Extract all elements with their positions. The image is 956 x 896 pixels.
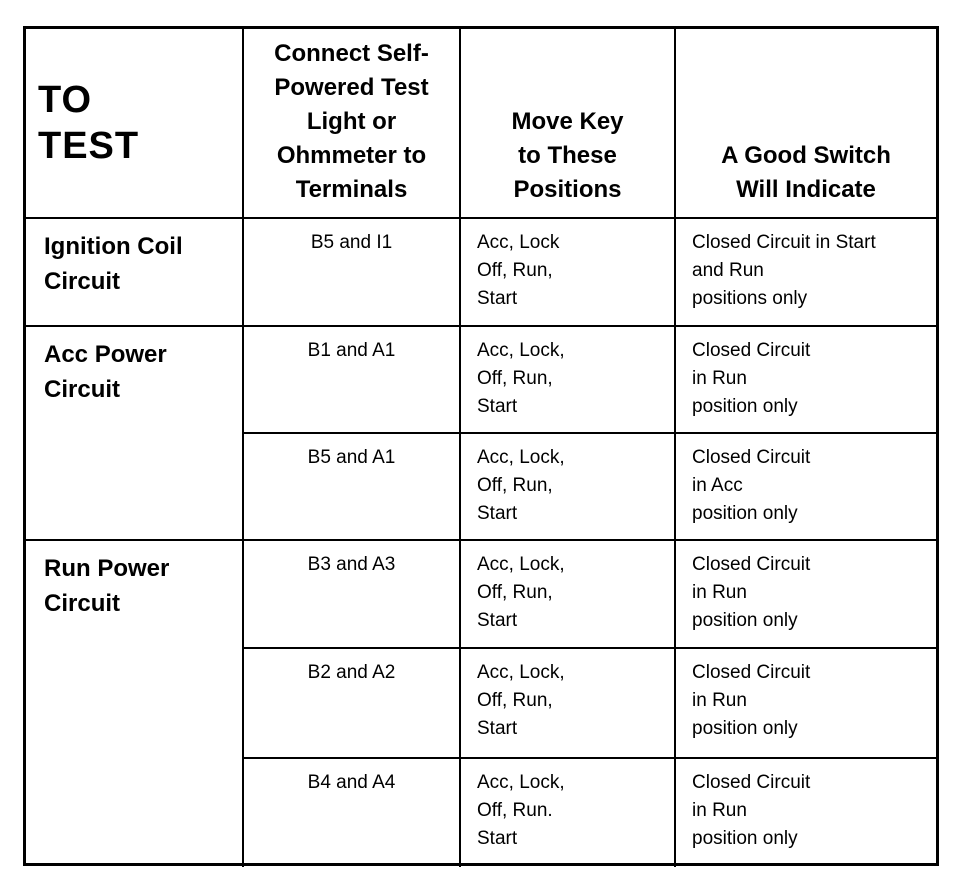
header-connect: [244, 29, 461, 219]
indicates-cell: [676, 434, 936, 541]
test-name-line: Circuit: [44, 590, 121, 617]
indicates-line: in Run: [692, 690, 747, 711]
indicates-line: in Run: [692, 368, 747, 389]
positions-line: Off, Run,: [477, 582, 553, 603]
indicates-line: position only: [692, 503, 798, 524]
test-run-power: [26, 541, 244, 867]
positions-line: Acc, Lock,: [477, 447, 565, 468]
header-move-line: to These: [518, 142, 617, 169]
header-indicate-line: A Good Switch: [721, 142, 891, 169]
indicates-line: Closed Circuit: [692, 447, 811, 468]
indicates-cell: [676, 649, 936, 759]
indicates-cell: [676, 219, 936, 327]
indicates-line: in Acc: [692, 475, 743, 496]
indicates-line: position only: [692, 828, 798, 849]
header-move-line: Move Key: [511, 108, 624, 135]
indicates-line: position only: [692, 718, 798, 739]
test-name-line: Circuit: [44, 376, 121, 403]
positions-line: Off, Run.: [477, 800, 553, 821]
test-name-line: Acc Power: [44, 341, 167, 368]
positions-line: Off, Run,: [477, 260, 553, 281]
positions-line: Start: [477, 718, 518, 739]
terminals-cell: B3 and A3: [244, 541, 461, 649]
header-connect-line: Powered Test: [274, 74, 429, 101]
indicates-cell: [676, 541, 936, 649]
indicates-line: Closed Circuit: [692, 662, 811, 683]
positions-line: Start: [477, 288, 518, 309]
positions-line: Acc, Lock,: [477, 554, 565, 575]
indicates-line: position only: [692, 610, 798, 631]
positions-cell: [461, 327, 676, 434]
header-move-key: [461, 29, 676, 219]
positions-cell: [461, 219, 676, 327]
indicates-line: in Run: [692, 800, 747, 821]
header-connect-line: Light or: [306, 108, 397, 135]
positions-line: Start: [477, 828, 518, 849]
positions-line: Acc, Lock,: [477, 662, 565, 683]
positions-cell: [461, 759, 676, 867]
header-connect-line: Ohmmeter to: [276, 142, 427, 169]
positions-line: Start: [477, 503, 518, 524]
indicates-line: Closed Circuit: [692, 772, 811, 793]
positions-cell: [461, 434, 676, 541]
header-indicate-line: Will Indicate: [736, 176, 876, 203]
test-ignition-coil: [26, 219, 244, 327]
terminals-cell: B5 and I1: [244, 219, 461, 327]
header-connect-line: Terminals: [295, 176, 408, 203]
indicates-line: in Run: [692, 582, 747, 603]
terminals-cell: B2 and A2: [244, 649, 461, 759]
positions-line: Acc, Lock,: [477, 340, 565, 361]
switch-test-table: [23, 26, 939, 866]
indicates-cell: [676, 327, 936, 434]
header-move-line: Positions: [513, 176, 622, 203]
positions-cell: [461, 541, 676, 649]
indicates-cell: [676, 759, 936, 867]
positions-line: Start: [477, 610, 518, 631]
test-name-line: Circuit: [44, 268, 121, 295]
test-name-line: Ignition Coil: [44, 233, 183, 260]
positions-line: Off, Run,: [477, 690, 553, 711]
indicates-line: Closed Circuit in Start: [692, 232, 876, 253]
positions-line: Acc, Lock,: [477, 772, 565, 793]
test-acc-power: [26, 327, 244, 541]
positions-line: Start: [477, 396, 518, 417]
indicates-line: and Run: [692, 260, 764, 281]
indicates-line: Closed Circuit: [692, 340, 811, 361]
header-to-test-line: TEST: [38, 125, 140, 167]
terminals-cell: B4 and A4: [244, 759, 461, 867]
terminals-cell: B5 and A1: [244, 434, 461, 541]
test-name-line: Run Power: [44, 555, 170, 582]
positions-line: Acc, Lock: [477, 232, 560, 253]
header-good-switch: [676, 29, 936, 219]
header-to-test: [26, 29, 244, 219]
terminals-cell: B1 and A1: [244, 327, 461, 434]
positions-cell: [461, 649, 676, 759]
positions-line: Off, Run,: [477, 368, 553, 389]
header-connect-line: Connect Self-: [274, 40, 429, 67]
indicates-line: position only: [692, 396, 798, 417]
positions-line: Off, Run,: [477, 475, 553, 496]
indicates-line: Closed Circuit: [692, 554, 811, 575]
indicates-line: positions only: [692, 288, 808, 309]
header-to-test-line: TO: [38, 79, 93, 121]
